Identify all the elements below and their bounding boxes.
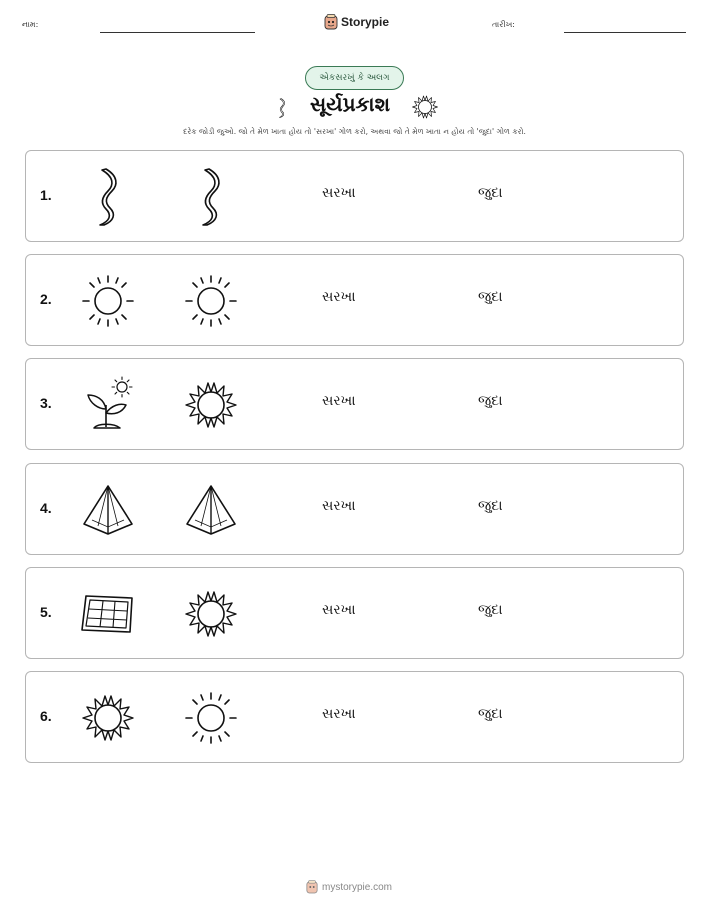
exercise-card (25, 358, 684, 450)
answer-same-option[interactable]: સરખા (322, 185, 356, 201)
sun-icon (181, 688, 241, 748)
name-label: નામ: (22, 20, 39, 29)
exercise-number: 3. (40, 395, 52, 412)
wave-icon (181, 167, 241, 227)
pyramid-icon (181, 480, 241, 540)
answer-same-option[interactable]: સરખા (322, 289, 356, 306)
sun-icon (78, 271, 138, 331)
instructions: દરેક જોડી જુઓ. જો તે મેળ ખાતા હોય તો 'સરખા' ગોળ કરો, અથવા જો તે મેળ ખાતા ન હોય તો 'જુદા' ગોળ કરો. (183, 127, 526, 136)
name-write-line[interactable] (100, 32, 255, 33)
answer-same-option[interactable]: સરખા (322, 497, 356, 514)
solar-panel-icon (78, 584, 138, 644)
exercise-card (25, 671, 684, 763)
sprout-icon (78, 375, 138, 435)
date-write-line[interactable] (564, 32, 686, 33)
answer-different-option[interactable]: જુદા (478, 393, 503, 410)
brand-logo (324, 14, 389, 30)
footer-website: mystorypie.com (322, 881, 393, 893)
exercise-number: 4. (40, 499, 52, 516)
exercise-number: 5. (40, 603, 52, 620)
sun-flower-icon (78, 688, 138, 748)
storypie-mascot-icon (306, 880, 318, 894)
answer-different-option[interactable]: જુદા (478, 706, 503, 722)
exercise-number: 6. (40, 708, 52, 724)
exercise-number: 1. (40, 187, 52, 203)
page-title: સૂર્યપ્રકાશ (310, 92, 390, 116)
sun-flower-icon (181, 584, 241, 644)
exercise-card (25, 567, 684, 659)
worksheet-header (0, 14, 709, 38)
sun-icon (181, 271, 241, 331)
wave-icon (78, 167, 138, 227)
title-row (0, 92, 709, 122)
exercise-card (25, 254, 684, 346)
sun-flower-icon (181, 375, 241, 435)
answer-different-option[interactable]: જુદા (478, 601, 503, 618)
storypie-mascot-icon (324, 14, 338, 30)
worksheet-type-badge: એકસરખું કે અલગ (305, 66, 404, 90)
pyramid-icon (78, 480, 138, 540)
answer-same-option[interactable]: સરખા (322, 706, 356, 722)
sun-flower-icon (410, 92, 440, 122)
answer-different-option[interactable]: જુદા (478, 289, 503, 306)
wave-icon (272, 94, 292, 122)
exercise-card (25, 463, 684, 555)
answer-same-option[interactable]: સરખા (322, 393, 356, 410)
footer (306, 880, 392, 894)
date-label: તારીખ: (492, 20, 515, 29)
exercise-card (25, 150, 684, 242)
exercise-number: 2. (40, 291, 52, 308)
answer-same-option[interactable]: સરખા (322, 601, 356, 618)
answer-different-option[interactable]: જુદા (478, 497, 503, 514)
brand-name: Storypie (341, 15, 390, 29)
answer-different-option[interactable]: જુદા (478, 185, 503, 201)
